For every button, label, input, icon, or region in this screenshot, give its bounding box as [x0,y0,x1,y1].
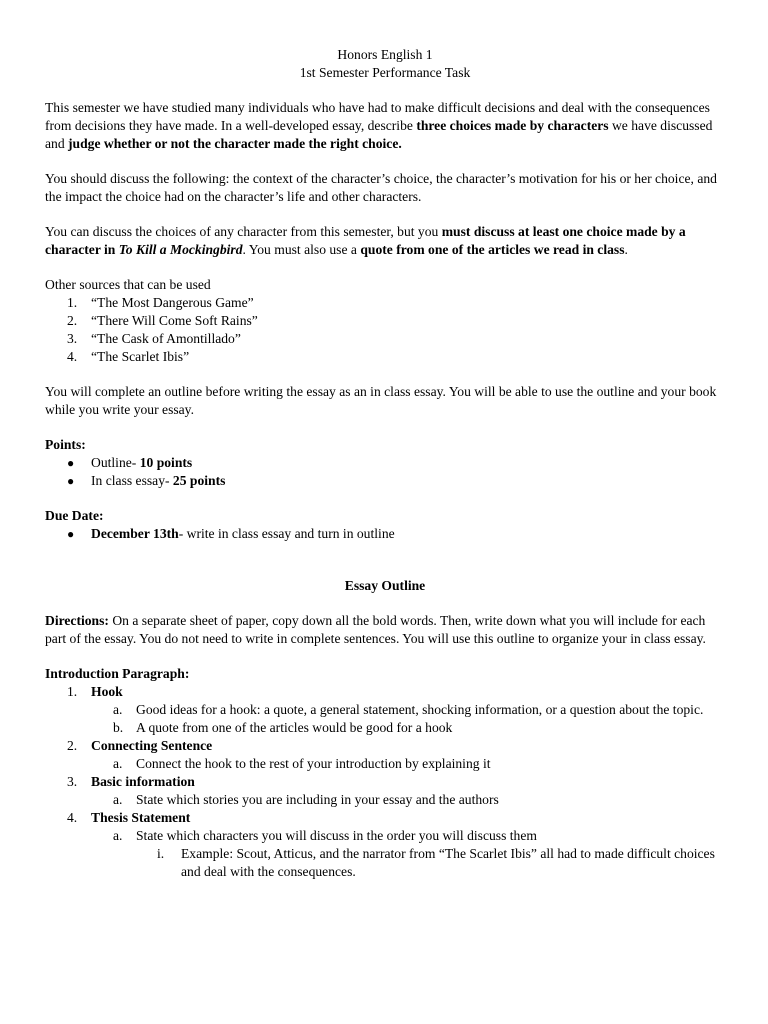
outline-subitem: a. Connect the hook to the rest of your introduction by explaining it [113,756,491,771]
due-date-list [45,525,725,543]
intro-paragraph: This semester we have studied many individuals who have had to make difficult decisions and deal with the consequences from decisions they have made. In a well-developed essay, describe three choices made by characters we have discussed and judge whether or not the character made the right choice. [45,100,713,151]
outline-list [45,683,725,881]
outline-subitem: a. State which characters you will discuss in the order you will discuss them [113,828,537,843]
outline-item-hook: 1. Hook [67,684,123,699]
outline-example: i. Example: Scout, Atticus, and the narrator from “The Scarlet Ibis” all had to made difficult choices and deal with the consequences. [157,846,715,879]
list-item: ● December 13th- write in class essay and turn in outline [67,526,395,541]
due-date-heading: Due Date: [45,508,104,523]
list-item: ● In class essay- 25 points [67,473,226,488]
list-item: 2. “There Will Come Soft Rains” [67,313,258,328]
points-heading: Points: [45,437,86,452]
list-item: 1. “The Most Dangerous Game” [67,295,254,310]
sources-list [45,294,725,366]
document-page [45,46,725,881]
outline-item-thesis-statement: 4. Thesis Statement [67,810,191,825]
points-list [45,454,725,490]
outline-subitem: a. State which stories you are including in your essay and the authors [113,792,499,807]
bullet-icon: ● [67,527,75,541]
outline-subitem: b. A quote from one of the articles would be good for a hook [113,720,453,735]
discussion-paragraph: You should discuss the following: the context of the character’s choice, the character’s motivation for his or her choice, and the impact the choice had on the character’s life and other characters. [45,171,717,204]
outline-subitem: a. Good ideas for a hook: a quote, a general statement, shocking information, or a question about the topic. [113,702,704,717]
bullet-icon: ● [67,474,75,488]
outline-item-connecting-sentence: 2. Connecting Sentence [67,738,213,753]
introduction-heading: Introduction Paragraph: [45,666,190,681]
requirements-paragraph: You can discuss the choices of any character from this semester, but you must discuss at least one choice made by a character in To Kill a Mockingbird. You must also use a quote from one of the articles we read in class. [45,224,686,257]
essay-outline-title: Essay Outline [344,578,426,593]
task-title: 1st Semester Performance Task [299,65,471,80]
course-title: Honors English 1 [337,47,433,62]
directions-paragraph: Directions: On a separate sheet of paper, copy down all the bold words. Then, write down what you will include for each part of the essay. You do not need to write in complete sentences. You will use this outline to organize your in class essay. [45,613,706,646]
list-item: 4. “The Scarlet Ibis” [67,349,190,364]
list-item: ● Outline- 10 points [67,455,193,470]
sources-heading: Other sources that can be used [45,277,211,292]
list-item: 3. “The Cask of Amontillado” [67,331,241,346]
outline-note-paragraph: You will complete an outline before writing the essay as an in class essay. You will be able to use the outline and your book while you write your essay. [45,384,717,417]
bullet-icon: ● [67,456,75,470]
outline-item-basic-information: 3. Basic information [67,774,195,789]
